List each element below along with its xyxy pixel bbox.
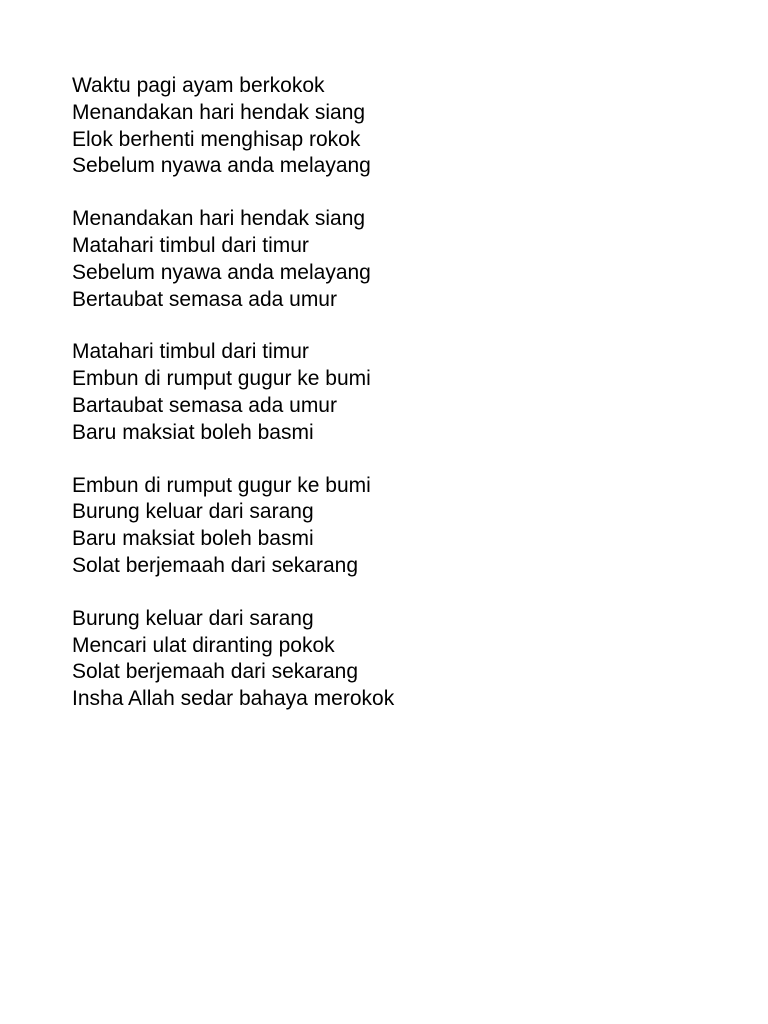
poem-line: Bartaubat semasa ada umur	[72, 393, 337, 417]
poem-line: Insha Allah sedar bahaya merokok	[72, 687, 395, 711]
poem-line: Burung keluar dari sarang	[72, 500, 314, 524]
poem-line: Sebelum nyawa anda melayang	[72, 260, 371, 284]
poem-line: Bertaubat semasa ada umur	[72, 287, 337, 311]
poem-line: Baru maksiat boleh basmi	[72, 420, 314, 444]
poem-line: Embun di rumput gugur ke bumi	[72, 473, 371, 497]
poem-line: Menandakan hari hendak siang	[72, 100, 366, 124]
poem	[72, 73, 692, 739]
poem-line: Embun di rumput gugur ke bumi	[72, 367, 371, 391]
stanza-1	[72, 73, 692, 180]
stanza-5	[72, 606, 692, 713]
poem-line: Matahari timbul dari timur	[72, 340, 309, 364]
stanza-3	[72, 339, 692, 446]
poem-line: Waktu pagi ayam berkokok	[72, 74, 325, 97]
stanza-4	[72, 473, 692, 580]
poem-line: Menandakan hari hendak siang	[72, 207, 366, 231]
poem-line: Matahari timbul dari timur	[72, 233, 309, 257]
poem-line: Solat berjemaah dari sekarang	[72, 660, 359, 684]
stanza-2	[72, 206, 692, 313]
poem-line: Burung keluar dari sarang	[72, 606, 314, 630]
poem-line: Solat berjemaah dari sekarang	[72, 553, 359, 577]
poem-line: Elok berhenti menghisap rokok	[72, 127, 361, 151]
poem-line: Sebelum nyawa anda melayang	[72, 154, 371, 178]
poem-line: Mencari ulat diranting pokok	[72, 633, 335, 657]
poem-line: Baru maksiat boleh basmi	[72, 527, 314, 551]
